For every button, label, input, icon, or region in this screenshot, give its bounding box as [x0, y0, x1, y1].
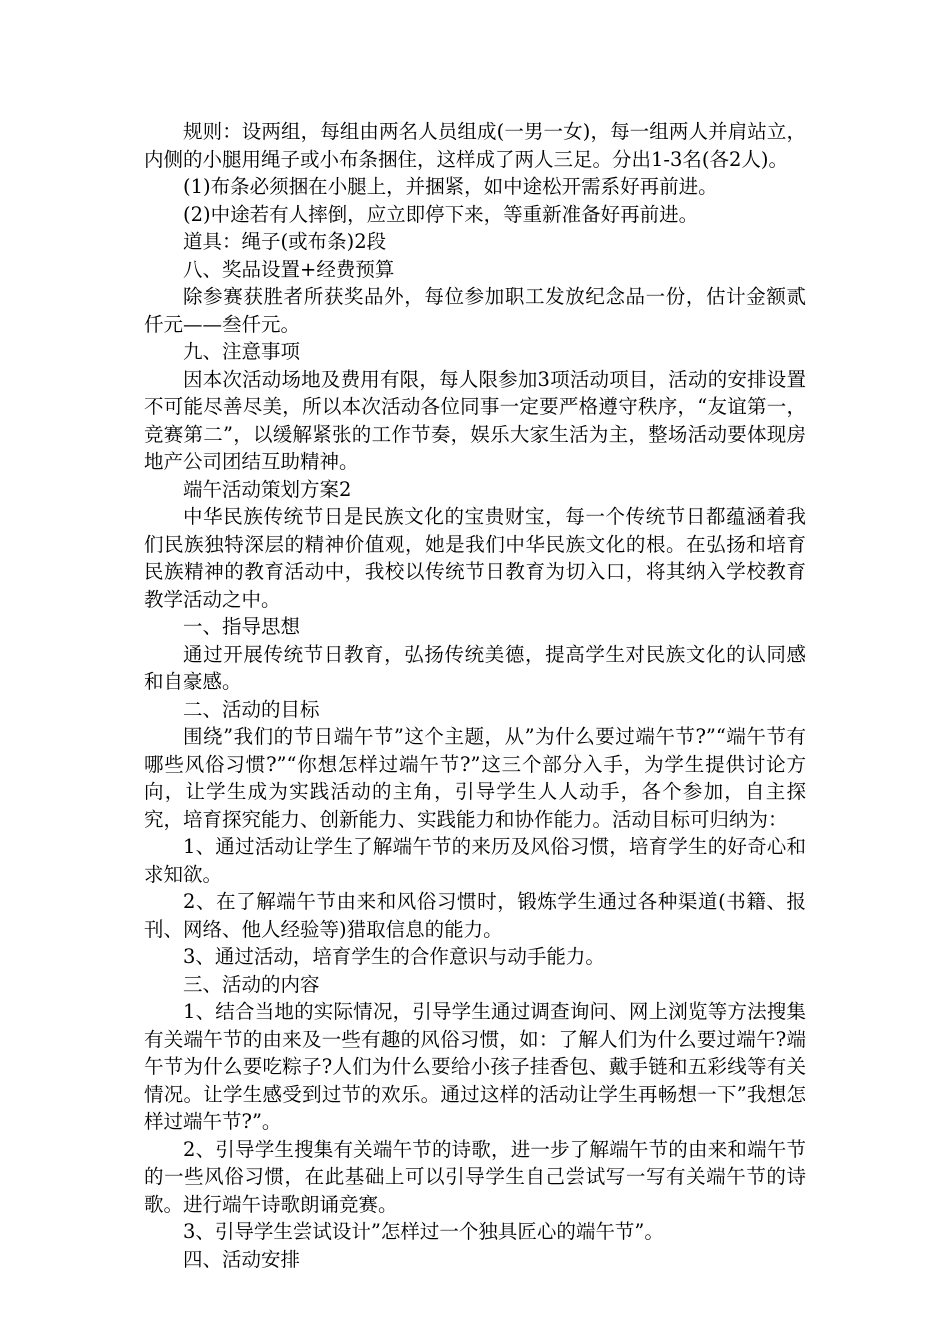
paragraph-content-2: 2、引导学生搜集有关端午节的诗歌，进一步了解端午节的由来和端午节的一些风俗习惯，在此基础上可以引导学生自己尝试写一写有关端午节的诗歌。进行端午诗歌朗诵竞赛。 [144, 1137, 806, 1216]
heading-goals: 二、活动的目标 [183, 697, 320, 721]
heading-arrangement: 四、活动安排 [183, 1247, 301, 1271]
heading-notes: 九、注意事项 [183, 340, 301, 363]
paragraph-intro: 中华民族传统节日是民族文化的宝贵财宝，每一个传统节日都蕴涵着我们民族独特深层的精神价值观，她是我们中华民族文化的根。在弘扬和培育民族精神的教育活动中，我校以传统节日教育为切入口，将其纳入学校教育教学活动之中。 [144, 505, 806, 611]
heading-guiding-idea: 一、指导思想 [183, 615, 301, 638]
paragraph-guiding-idea: 通过开展传统节日教育，弘扬传统美德，提高学生对民族文化的认同感和自豪感。 [144, 642, 806, 693]
paragraph-rule-2: (2)中途若有人摔倒，应立即停下来，等重新准备好再前进。 [183, 202, 699, 226]
heading-prizes-budget: 八、奖品设置+经费预算 [183, 257, 395, 281]
paragraph-prizes: 除参赛获胜者所获奖品外，每位参加职工发放纪念品一份，估计金额贰仟元——叁仟元。 [144, 285, 806, 336]
paragraph-content-3: 3、引导学生尝试设计”怎样过一个独具匠心的端午节”。 [183, 1220, 664, 1243]
paragraph-goals: 围绕”我们的节日端午节”这个主题，从”为什么要过端午节?”“端午节有哪些风俗习惯?”“你想怎样过端午节?”这三个部分入手，为学生提供讨论方向，让学生成为实践活动的主角，引导学生人人动手，各个参加，自主探究，培育探究能力、创新能力、实践能力和协作能力。活动目标可归纳为： [144, 725, 806, 831]
paragraph-props: 道具：绳子(或布条)2段 [183, 230, 387, 253]
paragraph-goal-3: 3、通过活动，培育学生的合作意识与动手能力。 [183, 945, 605, 968]
heading-content: 三、活动的内容 [183, 972, 320, 996]
paragraph-rule-1: (1)布条必须捆在小腿上，并捆紧，如中途松开需系好再前进。 [183, 175, 718, 198]
heading-plan-2: 端午活动策划方案2 [183, 477, 352, 501]
paragraph-goal-2: 2、在了解端午节由来和风俗习惯时，锻炼学生通过各种渠道(书籍、报刊、网络、他人经验等)猎取信息的能力。 [144, 890, 806, 941]
paragraph-rules: 规则：设两组，每组由两名人员组成(一男一女)，每一组两人并肩站立，内侧的小腿用绳子或小布条捆住，这样成了两人三足。分出1-3名(各2人)。 [144, 120, 806, 171]
paragraph-notes: 因本次活动场地及费用有限，每人限参加3项活动项目，活动的安排设置不可能尽善尽美，所以本次活动各位同事一定要严格遵守秩序，“友谊第一，竞赛第二”，以缓解紧张的工作节奏，娱乐大家生活为主，整场活动要体现房地产公司团结互助精神。 [144, 367, 806, 473]
paragraph-goal-1: 1、通过活动让学生了解端午节的来历及风俗习惯，培育学生的好奇心和求知欲。 [144, 835, 806, 886]
document-body [144, 118, 806, 1273]
paragraph-content-1: 1、结合当地的实际情况，引导学生通过调查询问、网上浏览等方法搜集有关端午节的由来及一些有趣的风俗习惯，如：了解人们为什么要过端午?端午节为什么要吃粽子?人们为什么要给小孩子挂香包、戴手链和五彩线等有关情况。让学生感受到过节的欢乐。通过这样的活动让学生再畅想一下”我想怎样过端午节?”。 [144, 1000, 806, 1133]
